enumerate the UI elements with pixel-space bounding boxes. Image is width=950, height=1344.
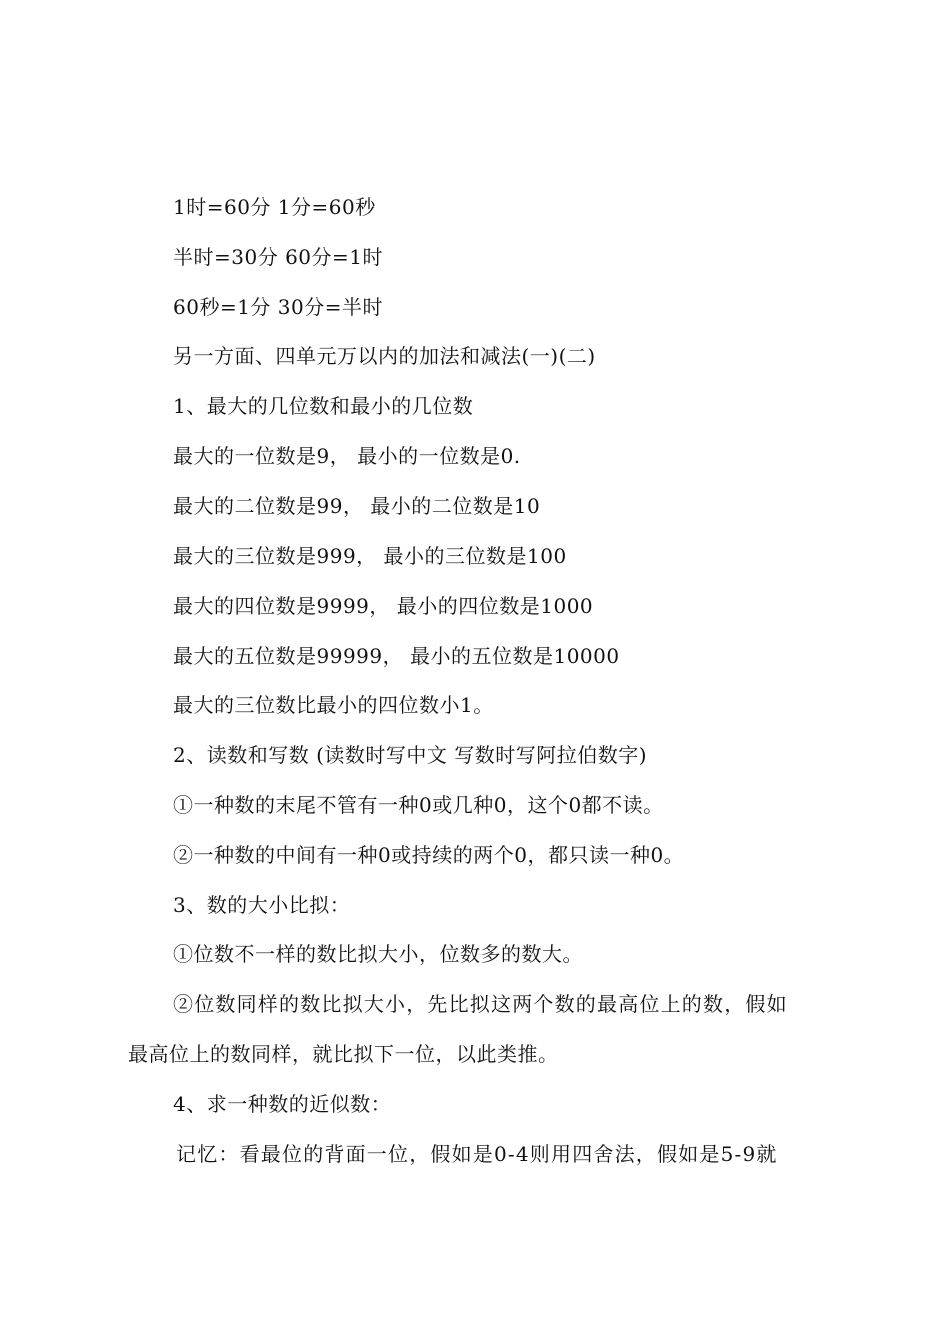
- text-line-five-digit: 最大的五位数是99999， 最小的五位数是10000: [173, 644, 620, 668]
- text-line-time-2: 半时=30分 60分=1时: [173, 245, 383, 269]
- subheading-1: 1、最大的几位数和最小的几位数: [173, 394, 474, 418]
- text-line-compare: 最大的三位数比最小的四位数小1。: [173, 693, 494, 717]
- text-line-four-digit: 最大的四位数是9999， 最小的四位数是1000: [173, 594, 594, 618]
- text-line-three-digit: 最大的三位数是999， 最小的三位数是100: [173, 544, 567, 568]
- text-line-time-3: 60秒=1分 30分=半时: [173, 295, 383, 319]
- text-line-compare-rule-2: ②位数同样的数比拟大小，先比拟这两个数的最高位上的数，假如: [173, 992, 788, 1016]
- text-line-zero-rule-1: ①一种数的末尾不管有一种0或几种0，这个0都不读。: [173, 793, 664, 817]
- text-line-two-digit: 最大的二位数是99， 最小的二位数是10: [173, 494, 541, 518]
- subheading-2: 2、读数和写数 (读数时写中文 写数时写阿拉伯数字): [173, 743, 648, 767]
- text-line-time-1: 1时=60分 1分=60秒: [173, 195, 376, 219]
- subheading-4: 4、求一种数的近似数：: [173, 1092, 392, 1116]
- text-line-compare-rule-2-cont: 最高位上的数同样，就比拟下一位，以此类推。: [128, 1042, 559, 1066]
- text-line-zero-rule-2: ②一种数的中间有一种0或持续的两个0，都只读一种0。: [173, 843, 685, 867]
- text-line-compare-rule-1: ①位数不一样的数比拟大小，位数多的数大。: [173, 942, 583, 966]
- section-heading: 另一方面、四单元万以内的加法和减法(一)(二): [173, 344, 596, 368]
- text-line-memory: 记忆：看最位的背面一位，假如是0-4则用四舍法，假如是5-9就: [176, 1142, 778, 1166]
- subheading-3: 3、数的大小比拟：: [173, 893, 351, 917]
- text-line-one-digit: 最大的一位数是9， 最小的一位数是0.: [173, 444, 521, 468]
